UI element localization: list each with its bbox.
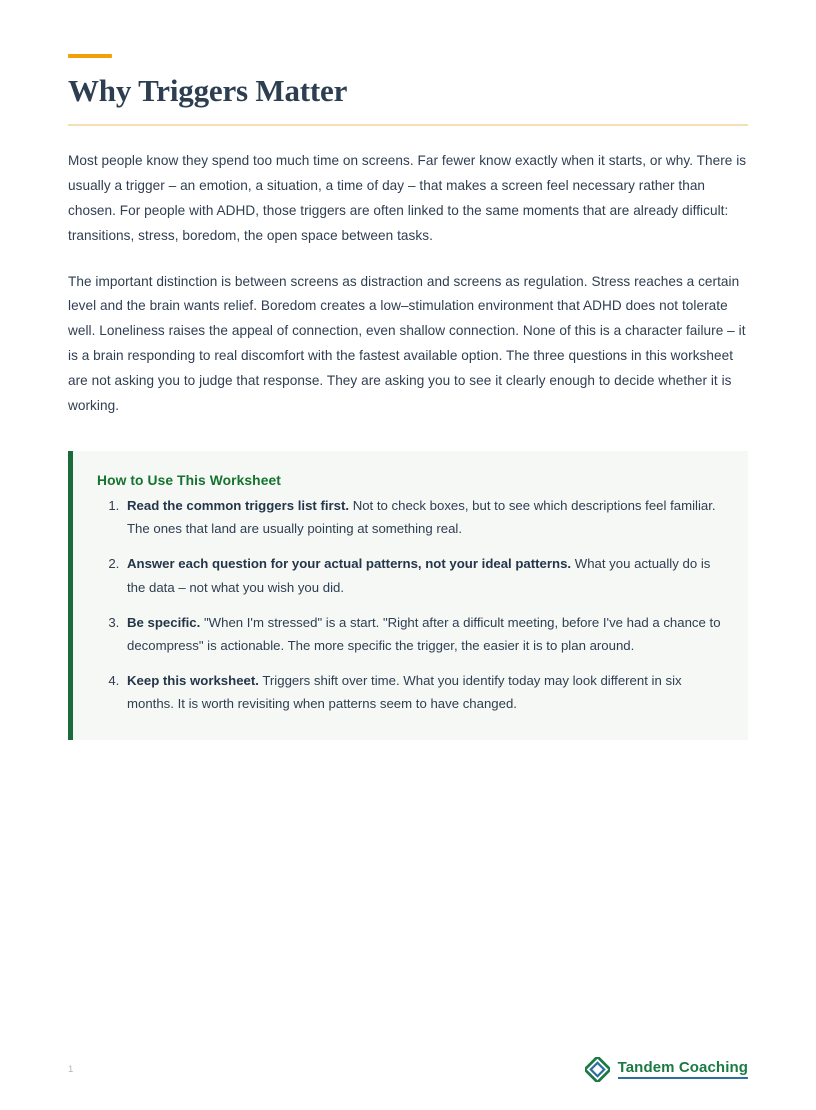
orange-accent-bar [68,54,112,58]
callout-instruction-list [97,494,722,716]
body-copy [68,149,748,419]
list-item-lead: Be specific. [127,614,201,630]
brand-logo [585,1057,748,1082]
list-item-lead: Answer each question for your actual patterns, not your ideal patterns. [127,556,572,572]
body-paragraph-2: The important distinction is between screens as distraction and screens as regulation. Stress reaches a certain level and the brain wants relief. Boredom creates a low–stimulation environment that ADHD does not tolerate well. Loneliness raises the appeal of connection, even shallow connection. None of this is a character failure – it is a brain responding to real discomfort with the fastest available option. The three questions in this worksheet are not asking you to judge that response. They are asking you to see it clearly enough to decide whether it is working. [68,273,746,413]
page-number: 1 [68,1063,74,1075]
list-item [123,669,722,715]
page-footer [68,1054,748,1084]
title-divider-rule [68,124,748,126]
tandem-diamond-logo-icon [585,1057,610,1082]
page-title: Why Triggers Matter [68,73,348,108]
list-item [123,494,722,540]
list-item [123,611,722,657]
list-item-lead: Keep this worksheet. [127,673,259,689]
list-item [123,552,722,598]
list-item-lead: Read the common triggers list first. [127,497,350,513]
list-item-rest: Not to check boxes, but to see which descriptions feel familiar. The ones that land are usually pointing at something real. [127,497,716,537]
body-paragraph-1: Most people know they spend too much time on screens. Far fewer know exactly when it starts, or why. There is usually a trigger – an emotion, a situation, a time of day – that makes a screen feel necessary rather than chosen. For people with ADHD, those triggers are often linked to the same moments that are already difficult: transitions, stress, boredom, the open space between tasks. [68,153,747,243]
list-item-rest: What you actually do is the data – not what you wish you did. [127,556,711,595]
document-page [0,54,816,1110]
list-item-rest: Triggers shift over time. What you identify today may look different in six months. It is worth revisiting when patterns seem to have changed. [127,673,682,712]
brand-name: Tandem Coaching [618,1059,748,1079]
callout-heading: How to Use This Worksheet [97,472,281,488]
list-item-rest: "When I'm stressed" is a start. "Right after a difficult meeting, before I've had a chance to decompress" is actionable. The more specific the trigger, the easier it is to plan around. [127,614,721,654]
how-to-use-callout [68,451,748,740]
